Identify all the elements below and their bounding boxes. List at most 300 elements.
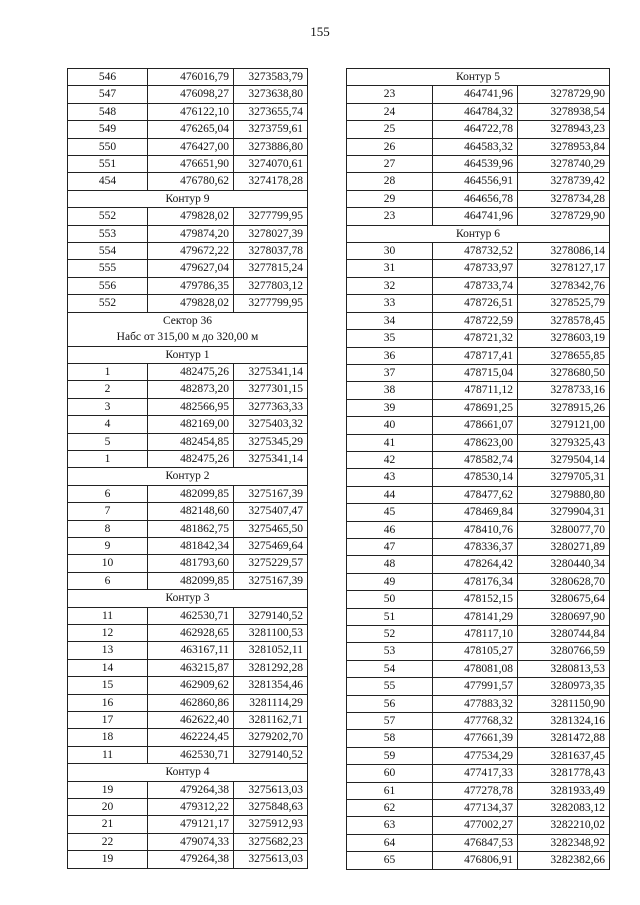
- point-number: 56: [347, 695, 433, 712]
- table-row: [347, 626, 610, 643]
- point-number: 47: [347, 538, 433, 555]
- x-coordinate: 462530,71: [148, 746, 234, 763]
- point-number: 20: [68, 799, 148, 816]
- x-coordinate: 482475,26: [148, 450, 234, 467]
- point-number: 3: [68, 398, 148, 415]
- x-coordinate: 478530,14: [433, 469, 518, 486]
- y-coordinate: 3278943,23: [518, 121, 610, 138]
- point-number: 8: [68, 520, 148, 537]
- coordinates-table-right: [346, 68, 610, 870]
- y-coordinate: 3278578,45: [518, 312, 610, 329]
- section-heading: Набс от 315,00 м до 320,00 м: [68, 329, 308, 346]
- x-coordinate: 482169,00: [148, 416, 234, 433]
- y-coordinate: 3280440,34: [518, 556, 610, 573]
- y-coordinate: 3279121,00: [518, 417, 610, 434]
- point-number: 31: [347, 260, 433, 277]
- y-coordinate: 3275407,47: [234, 503, 308, 520]
- point-number: 36: [347, 347, 433, 364]
- x-coordinate: 479828,02: [148, 208, 234, 225]
- y-coordinate: 3281354,46: [234, 677, 308, 694]
- x-coordinate: 478661,07: [433, 417, 518, 434]
- x-coordinate: 478117,10: [433, 626, 518, 643]
- x-coordinate: 478081,08: [433, 660, 518, 677]
- point-number: 12: [68, 625, 148, 642]
- table-row: [347, 347, 610, 364]
- y-coordinate: 3278127,17: [518, 260, 610, 277]
- table-row: [347, 364, 610, 381]
- y-coordinate: 3275229,57: [234, 555, 308, 572]
- x-coordinate: 482873,20: [148, 381, 234, 398]
- point-number: 17: [68, 712, 148, 729]
- x-coordinate: 476265,04: [148, 121, 234, 138]
- point-number: 34: [347, 312, 433, 329]
- point-number: 49: [347, 573, 433, 590]
- y-coordinate: 3278733,16: [518, 382, 610, 399]
- x-coordinate: 478732,52: [433, 243, 518, 260]
- x-coordinate: 477002,27: [433, 817, 518, 834]
- point-number: 40: [347, 417, 433, 434]
- point-number: 35: [347, 330, 433, 347]
- table-row: [68, 729, 308, 746]
- point-number: 553: [68, 225, 148, 242]
- y-coordinate: 3280766,59: [518, 643, 610, 660]
- x-coordinate: 476651,90: [148, 156, 234, 173]
- table-row: [347, 173, 610, 190]
- y-coordinate: 3281114,29: [234, 694, 308, 711]
- x-coordinate: 478477,62: [433, 486, 518, 503]
- x-coordinate: 476098,27: [148, 86, 234, 103]
- table-row: [68, 851, 308, 868]
- x-coordinate: 478722,59: [433, 312, 518, 329]
- point-number: 11: [68, 607, 148, 624]
- y-coordinate: 3275341,14: [234, 363, 308, 380]
- page-number: 155: [310, 24, 330, 39]
- point-number: 53: [347, 643, 433, 660]
- x-coordinate: 476847,53: [433, 834, 518, 851]
- y-coordinate: 3278953,84: [518, 138, 610, 155]
- section-heading-row: [347, 225, 610, 242]
- y-coordinate: 3277363,33: [234, 398, 308, 415]
- table-row: [347, 417, 610, 434]
- table-row: [347, 243, 610, 260]
- point-number: 13: [68, 642, 148, 659]
- point-number: 37: [347, 364, 433, 381]
- x-coordinate: 464556,91: [433, 173, 518, 190]
- table-row: [68, 416, 308, 433]
- x-coordinate: 478733,97: [433, 260, 518, 277]
- y-coordinate: 3273886,80: [234, 138, 308, 155]
- y-coordinate: 3278037,78: [234, 243, 308, 260]
- table-row: [347, 678, 610, 695]
- x-coordinate: 464656,78: [433, 190, 518, 207]
- table-row: [68, 450, 308, 467]
- point-number: 23: [347, 86, 433, 103]
- point-number: 550: [68, 138, 148, 155]
- y-coordinate: 3280697,90: [518, 608, 610, 625]
- point-number: 50: [347, 591, 433, 608]
- y-coordinate: 3278938,54: [518, 103, 610, 120]
- y-coordinate: 3278729,90: [518, 208, 610, 225]
- y-coordinate: 3278734,28: [518, 190, 610, 207]
- x-coordinate: 482148,60: [148, 503, 234, 520]
- x-coordinate: 477534,29: [433, 747, 518, 764]
- x-coordinate: 477991,57: [433, 678, 518, 695]
- table-row: [347, 103, 610, 120]
- y-coordinate: 3275848,63: [234, 799, 308, 816]
- section-heading-row: [68, 346, 308, 363]
- y-coordinate: 3278603,19: [518, 330, 610, 347]
- table-row: [68, 225, 308, 242]
- y-coordinate: 3277815,24: [234, 260, 308, 277]
- y-coordinate: 3273759,61: [234, 121, 308, 138]
- x-coordinate: 479672,22: [148, 243, 234, 260]
- table-row: [347, 295, 610, 312]
- table-row: [68, 799, 308, 816]
- table-row: [68, 712, 308, 729]
- x-coordinate: 479312,22: [148, 799, 234, 816]
- point-number: 7: [68, 503, 148, 520]
- table-row: [68, 642, 308, 659]
- x-coordinate: 476427,00: [148, 138, 234, 155]
- section-heading-row: [347, 69, 610, 86]
- table-row: [347, 643, 610, 660]
- point-number: 62: [347, 800, 433, 817]
- point-number: 454: [68, 173, 148, 190]
- y-coordinate: 3275613,03: [234, 851, 308, 868]
- table-row: [68, 381, 308, 398]
- table-row: [68, 243, 308, 260]
- x-coordinate: 482099,85: [148, 572, 234, 589]
- x-coordinate: 479121,17: [148, 816, 234, 833]
- point-number: 24: [347, 103, 433, 120]
- table-row: [347, 608, 610, 625]
- table-row: [68, 277, 308, 294]
- table-row: [68, 260, 308, 277]
- y-coordinate: 3281100,53: [234, 625, 308, 642]
- x-coordinate: 482475,26: [148, 363, 234, 380]
- table-row: [68, 433, 308, 450]
- table-row: [347, 382, 610, 399]
- x-coordinate: 477134,37: [433, 800, 518, 817]
- table-row: [68, 833, 308, 850]
- x-coordinate: 478623,00: [433, 434, 518, 451]
- y-coordinate: 3279140,52: [234, 746, 308, 763]
- y-coordinate: 3281052,11: [234, 642, 308, 659]
- table-row: [347, 817, 610, 834]
- y-coordinate: 3280813,53: [518, 660, 610, 677]
- point-number: 555: [68, 260, 148, 277]
- point-number: 51: [347, 608, 433, 625]
- section-heading: Контур 5: [347, 69, 610, 86]
- y-coordinate: 3279904,31: [518, 504, 610, 521]
- point-number: 6: [68, 485, 148, 502]
- y-coordinate: 3277803,12: [234, 277, 308, 294]
- point-number: 42: [347, 451, 433, 468]
- point-number: 21: [68, 816, 148, 833]
- point-number: 14: [68, 659, 148, 676]
- y-coordinate: 3278729,90: [518, 86, 610, 103]
- x-coordinate: 476806,91: [433, 852, 518, 869]
- x-coordinate: 476122,10: [148, 103, 234, 120]
- table-row: [347, 800, 610, 817]
- x-coordinate: 476780,62: [148, 173, 234, 190]
- table-row: [68, 537, 308, 554]
- y-coordinate: 3275403,32: [234, 416, 308, 433]
- table-row: [347, 765, 610, 782]
- y-coordinate: 3273655,74: [234, 103, 308, 120]
- y-coordinate: 3281150,90: [518, 695, 610, 712]
- y-coordinate: 3280675,64: [518, 591, 610, 608]
- point-number: 25: [347, 121, 433, 138]
- point-number: 64: [347, 834, 433, 851]
- table-row: [68, 625, 308, 642]
- x-coordinate: 464539,96: [433, 156, 518, 173]
- point-number: 44: [347, 486, 433, 503]
- y-coordinate: 3275345,29: [234, 433, 308, 450]
- table-row: [347, 556, 610, 573]
- y-coordinate: 3278525,79: [518, 295, 610, 312]
- x-coordinate: 478715,04: [433, 364, 518, 381]
- table-row: [68, 363, 308, 380]
- table-row: [68, 746, 308, 763]
- y-coordinate: 3275912,93: [234, 816, 308, 833]
- x-coordinate: 478726,51: [433, 295, 518, 312]
- x-coordinate: 477278,78: [433, 782, 518, 799]
- x-coordinate: 477417,33: [433, 765, 518, 782]
- y-coordinate: 3282382,66: [518, 852, 610, 869]
- x-coordinate: 478711,12: [433, 382, 518, 399]
- point-number: 33: [347, 295, 433, 312]
- y-coordinate: 3282210,02: [518, 817, 610, 834]
- point-number: 4: [68, 416, 148, 433]
- table-row: [68, 555, 308, 572]
- table-row: [347, 451, 610, 468]
- point-number: 43: [347, 469, 433, 486]
- point-number: 30: [347, 243, 433, 260]
- point-number: 5: [68, 433, 148, 450]
- table-row: [347, 121, 610, 138]
- y-coordinate: 3275341,14: [234, 450, 308, 467]
- table-row: [68, 520, 308, 537]
- y-coordinate: 3273583,79: [234, 69, 308, 86]
- table-row: [68, 659, 308, 676]
- point-number: 39: [347, 399, 433, 416]
- point-number: 29: [347, 190, 433, 207]
- x-coordinate: 478336,37: [433, 538, 518, 555]
- point-number: 18: [68, 729, 148, 746]
- y-coordinate: 3281778,43: [518, 765, 610, 782]
- x-coordinate: 462530,71: [148, 607, 234, 624]
- table-row: [68, 781, 308, 798]
- point-number: 19: [68, 781, 148, 798]
- point-number: 55: [347, 678, 433, 695]
- x-coordinate: 477768,32: [433, 713, 518, 730]
- table-row: [347, 834, 610, 851]
- y-coordinate: 3281637,45: [518, 747, 610, 764]
- point-number: 551: [68, 156, 148, 173]
- y-coordinate: 3278739,42: [518, 173, 610, 190]
- section-heading-row: [68, 590, 308, 607]
- x-coordinate: 462928,65: [148, 625, 234, 642]
- y-coordinate: 3280271,89: [518, 538, 610, 555]
- x-coordinate: 462860,86: [148, 694, 234, 711]
- table-row: [347, 190, 610, 207]
- table-row: [68, 69, 308, 86]
- table-row: [68, 398, 308, 415]
- point-number: 9: [68, 537, 148, 554]
- y-coordinate: 3274178,28: [234, 173, 308, 190]
- table-row: [347, 695, 610, 712]
- x-coordinate: 462909,62: [148, 677, 234, 694]
- x-coordinate: 478691,25: [433, 399, 518, 416]
- point-number: 58: [347, 730, 433, 747]
- table-row: [68, 121, 308, 138]
- y-coordinate: 3282348,92: [518, 834, 610, 851]
- x-coordinate: 464741,96: [433, 86, 518, 103]
- y-coordinate: 3281162,71: [234, 712, 308, 729]
- x-coordinate: 481793,60: [148, 555, 234, 572]
- x-coordinate: 479874,20: [148, 225, 234, 242]
- point-number: 549: [68, 121, 148, 138]
- x-coordinate: 478105,27: [433, 643, 518, 660]
- point-number: 546: [68, 69, 148, 86]
- section-heading: Контур 3: [68, 590, 308, 607]
- section-heading: Контур 2: [68, 468, 308, 485]
- section-heading: Сектор 36: [68, 312, 308, 329]
- y-coordinate: 3279325,43: [518, 434, 610, 451]
- point-number: 54: [347, 660, 433, 677]
- table-row: [347, 486, 610, 503]
- table-row: [347, 660, 610, 677]
- point-number: 28: [347, 173, 433, 190]
- point-number: 1: [68, 363, 148, 380]
- point-number: 552: [68, 295, 148, 312]
- table-row: [68, 103, 308, 120]
- table-row: [347, 138, 610, 155]
- point-number: 38: [347, 382, 433, 399]
- x-coordinate: 479627,04: [148, 260, 234, 277]
- x-coordinate: 464784,32: [433, 103, 518, 120]
- point-number: 57: [347, 713, 433, 730]
- y-coordinate: 3279880,80: [518, 486, 610, 503]
- x-coordinate: 477883,32: [433, 695, 518, 712]
- y-coordinate: 3277799,95: [234, 295, 308, 312]
- point-number: 26: [347, 138, 433, 155]
- table-row: [68, 138, 308, 155]
- point-number: 46: [347, 521, 433, 538]
- table-row: [347, 573, 610, 590]
- x-coordinate: 479828,02: [148, 295, 234, 312]
- section-heading: Контур 9: [68, 190, 308, 207]
- y-coordinate: 3278027,39: [234, 225, 308, 242]
- point-number: 547: [68, 86, 148, 103]
- table-row: [68, 694, 308, 711]
- coordinates-table-left: [67, 68, 308, 869]
- x-coordinate: 478469,84: [433, 504, 518, 521]
- y-coordinate: 3275167,39: [234, 485, 308, 502]
- y-coordinate: 3278342,76: [518, 277, 610, 294]
- x-coordinate: 482454,85: [148, 433, 234, 450]
- point-number: 548: [68, 103, 148, 120]
- x-coordinate: 478733,74: [433, 277, 518, 294]
- table-row: [347, 782, 610, 799]
- table-row: [68, 816, 308, 833]
- point-number: 552: [68, 208, 148, 225]
- table-row: [347, 852, 610, 869]
- table-row: [347, 156, 610, 173]
- table-row: [347, 208, 610, 225]
- y-coordinate: 3274070,61: [234, 156, 308, 173]
- table-row: [68, 677, 308, 694]
- y-coordinate: 3278680,50: [518, 364, 610, 381]
- point-number: 22: [68, 833, 148, 850]
- x-coordinate: 481862,75: [148, 520, 234, 537]
- point-number: 45: [347, 504, 433, 521]
- point-number: 60: [347, 765, 433, 782]
- table-row: [68, 485, 308, 502]
- point-number: 23: [347, 208, 433, 225]
- point-number: 61: [347, 782, 433, 799]
- point-number: 554: [68, 243, 148, 260]
- table-row: [347, 504, 610, 521]
- table-row: [347, 591, 610, 608]
- y-coordinate: 3275682,23: [234, 833, 308, 850]
- table-row: [68, 156, 308, 173]
- y-coordinate: 3278086,14: [518, 243, 610, 260]
- y-coordinate: 3278915,26: [518, 399, 610, 416]
- table-row: [347, 260, 610, 277]
- point-number: 65: [347, 852, 433, 869]
- section-heading-row: [68, 764, 308, 781]
- table-row: [347, 747, 610, 764]
- x-coordinate: 479264,38: [148, 851, 234, 868]
- x-coordinate: 478152,15: [433, 591, 518, 608]
- point-number: 19: [68, 851, 148, 868]
- table-row: [68, 173, 308, 190]
- x-coordinate: 464722,78: [433, 121, 518, 138]
- table-row: [347, 521, 610, 538]
- point-number: 63: [347, 817, 433, 834]
- y-coordinate: 3280973,35: [518, 678, 610, 695]
- x-coordinate: 479786,35: [148, 277, 234, 294]
- x-coordinate: 482566,95: [148, 398, 234, 415]
- y-coordinate: 3281933,49: [518, 782, 610, 799]
- y-coordinate: 3280628,70: [518, 573, 610, 590]
- point-number: 41: [347, 434, 433, 451]
- x-coordinate: 479264,38: [148, 781, 234, 798]
- y-coordinate: 3278655,85: [518, 347, 610, 364]
- x-coordinate: 462224,45: [148, 729, 234, 746]
- table-row: [68, 208, 308, 225]
- table-row: [347, 330, 610, 347]
- point-number: 59: [347, 747, 433, 764]
- y-coordinate: 3281292,28: [234, 659, 308, 676]
- x-coordinate: 478582,74: [433, 451, 518, 468]
- x-coordinate: 482099,85: [148, 485, 234, 502]
- point-number: 52: [347, 626, 433, 643]
- y-coordinate: 3281472,88: [518, 730, 610, 747]
- point-number: 16: [68, 694, 148, 711]
- x-coordinate: 463215,87: [148, 659, 234, 676]
- y-coordinate: 3279202,70: [234, 729, 308, 746]
- point-number: 556: [68, 277, 148, 294]
- section-heading-row: [68, 312, 308, 329]
- section-heading: Контур 6: [347, 225, 610, 242]
- point-number: 10: [68, 555, 148, 572]
- x-coordinate: 476016,79: [148, 69, 234, 86]
- table-row: [68, 295, 308, 312]
- x-coordinate: 477661,39: [433, 730, 518, 747]
